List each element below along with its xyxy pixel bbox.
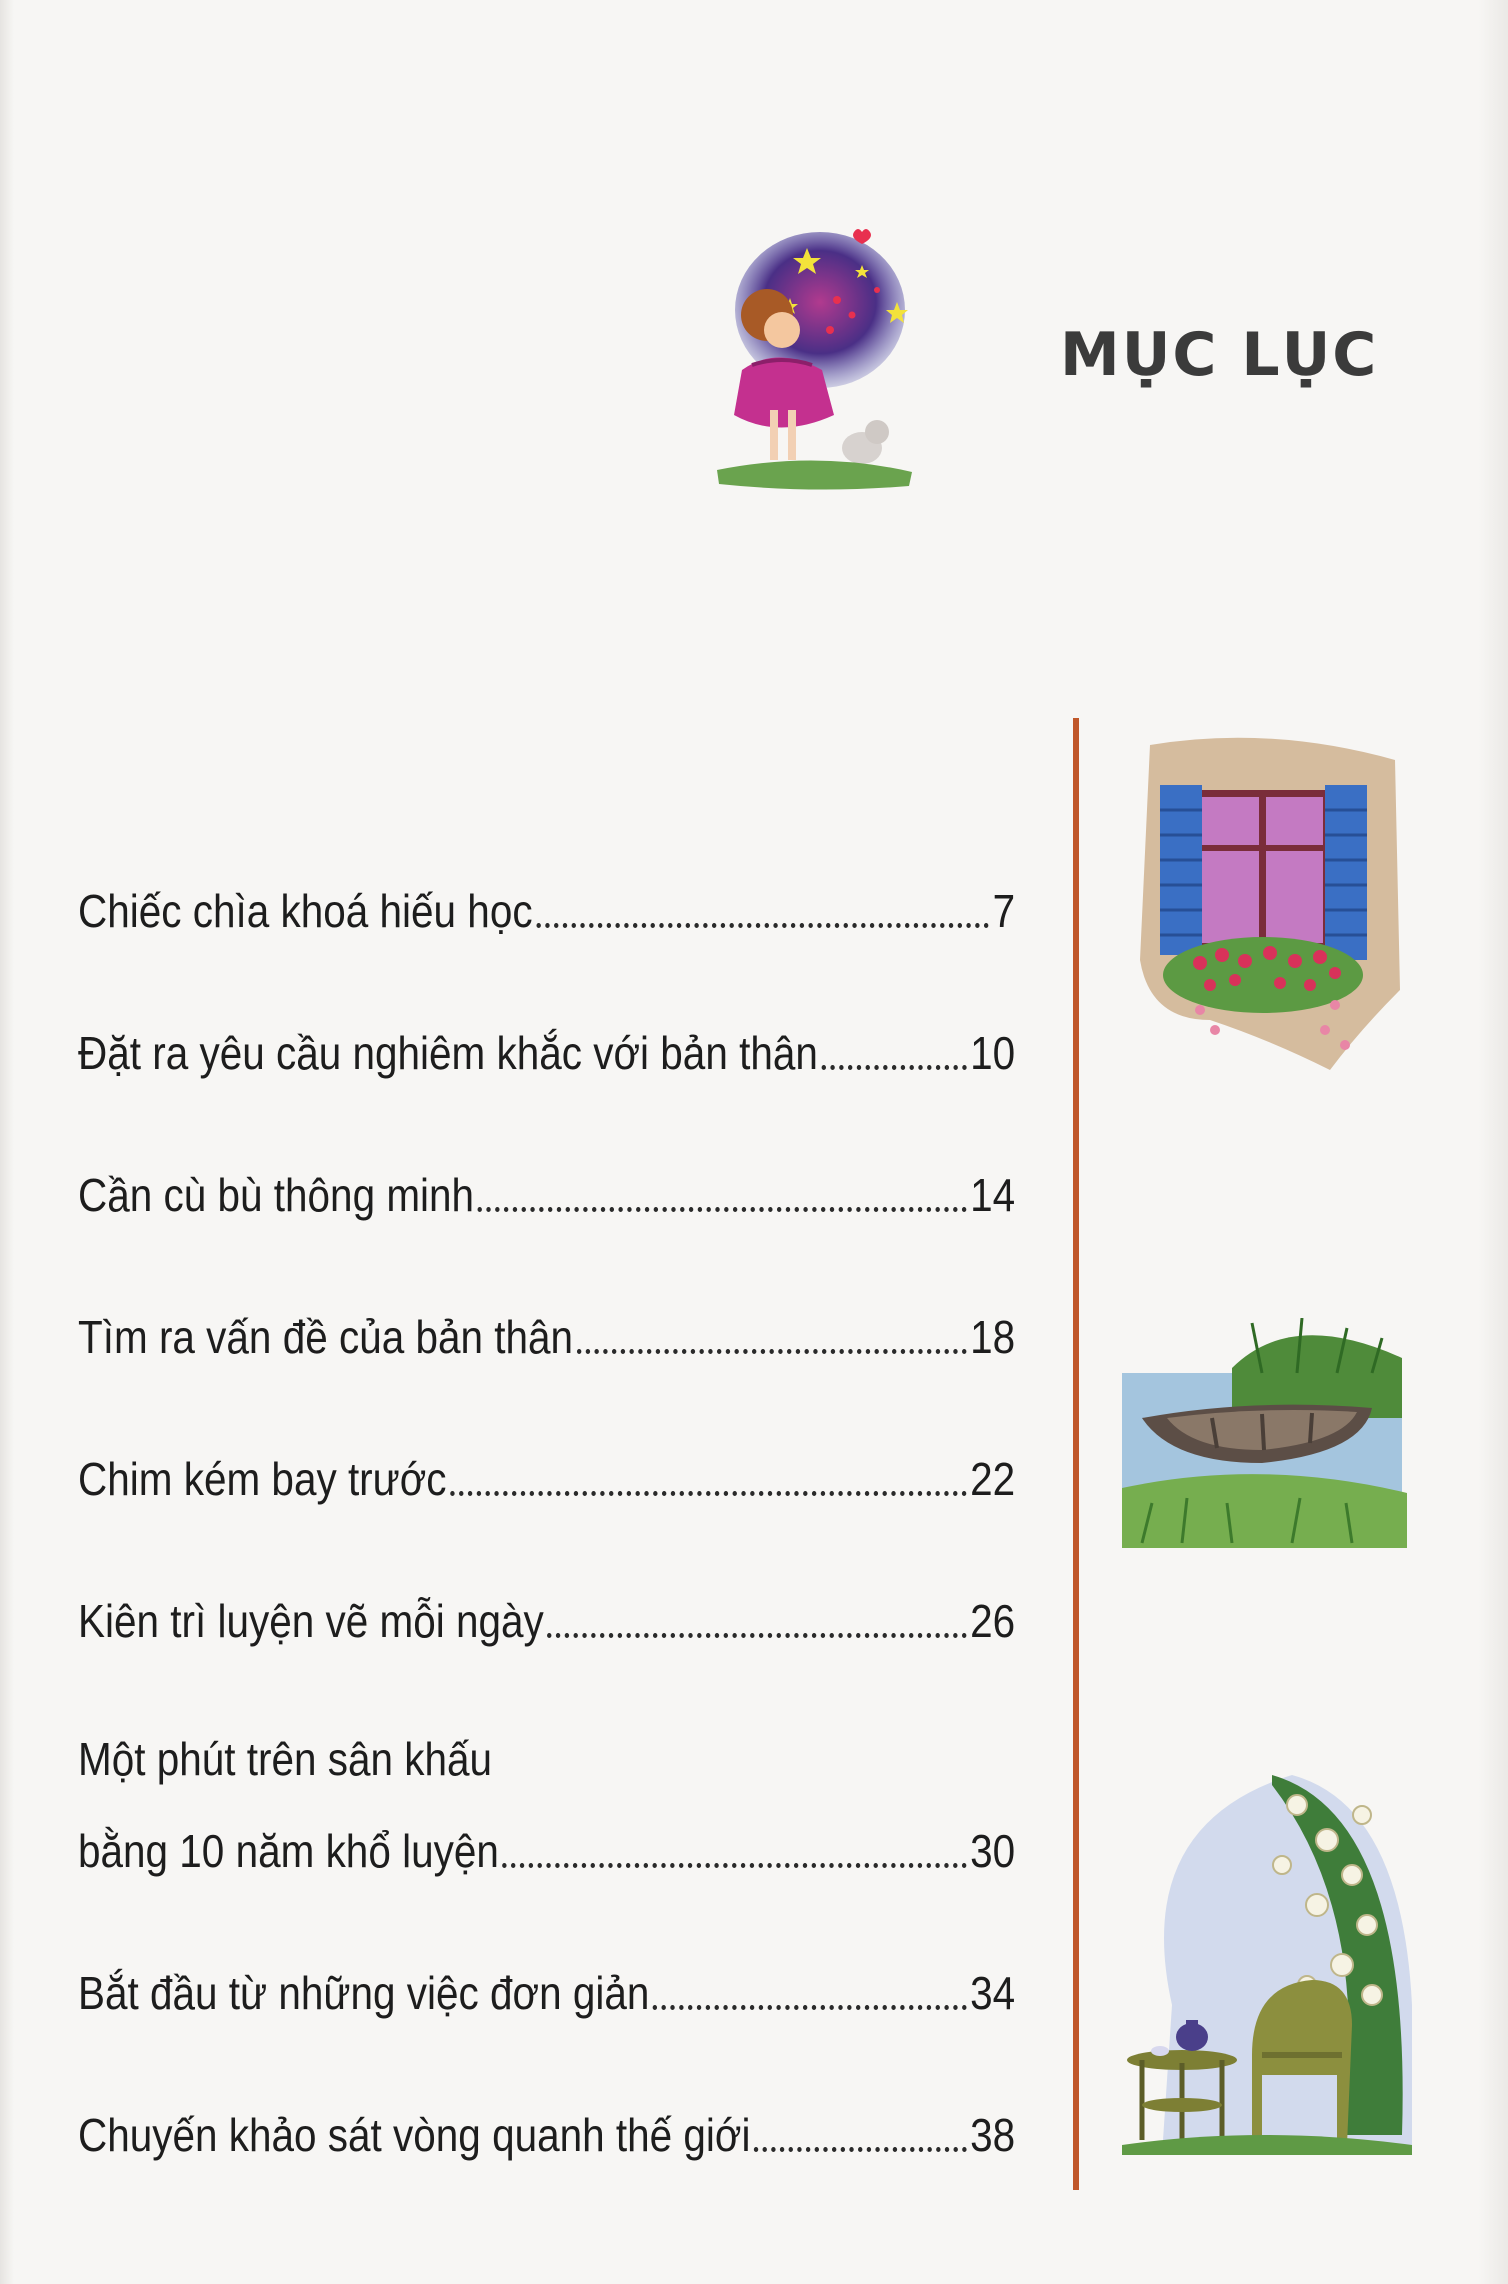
toc-page-number: 14 <box>970 1169 1016 1221</box>
toc-entry-title-line1: Một phút trên sân khấu <box>78 1733 493 1785</box>
toc-entry-title-line2: bằng 10 năm khổ luyện <box>78 1825 499 1877</box>
girl-with-stars-illustration <box>712 220 917 500</box>
toc-page-number: 38 <box>970 2109 1016 2161</box>
toc-page-number: 34 <box>970 1967 1016 2019</box>
flower-window-illustration <box>1130 735 1400 1075</box>
toc-entry-title: Bắt đầu từ những việc đơn giản <box>78 1967 650 2019</box>
dot-leader <box>547 1633 966 1638</box>
toc-page-number: 30 <box>970 1825 1016 1877</box>
toc-entry[interactable] <box>78 1530 1015 1672</box>
toc-entry[interactable] <box>78 1672 1015 1902</box>
page-title: MỤC LỤC <box>1060 320 1379 390</box>
toc-entry[interactable] <box>78 1104 1015 1246</box>
toc-entry[interactable] <box>78 820 1015 962</box>
toc-entry[interactable] <box>78 1388 1015 1530</box>
toc-page-number: 10 <box>970 1027 1016 1079</box>
dot-leader <box>821 1065 966 1070</box>
dot-leader <box>653 2005 967 2010</box>
dot-leader <box>450 1491 967 1496</box>
toc-entry-title: Chuyến khảo sát vòng quanh thế giới <box>78 2109 751 2161</box>
toc-page-number: 22 <box>970 1453 1016 1505</box>
dot-leader <box>577 1349 967 1354</box>
page-edge-shadow <box>0 0 14 2284</box>
toc-page-number: 7 <box>992 885 1016 937</box>
dot-leader <box>478 1207 967 1212</box>
garden-chair-illustration <box>1122 1755 1412 2155</box>
toc-entry-title: Chim kém bay trước <box>78 1453 447 1505</box>
page-edge-shadow <box>1478 0 1508 2284</box>
dot-leader <box>536 923 989 928</box>
dot-leader <box>754 2147 967 2152</box>
toc-entry-title: Kiên trì luyện vẽ mỗi ngày <box>78 1595 544 1647</box>
toc-entry-title: Đặt ra yêu cầu nghiêm khắc với bản thân <box>78 1027 818 1079</box>
rowboat-illustration <box>1122 1318 1407 1548</box>
toc-entry-title: Chiếc chìa khoá hiếu học <box>78 885 533 937</box>
toc-entry[interactable] <box>78 962 1015 1104</box>
toc-entry[interactable] <box>78 1246 1015 1388</box>
toc-page-number: 26 <box>970 1595 1016 1647</box>
table-of-contents <box>78 820 1018 2186</box>
dot-leader <box>502 1863 966 1868</box>
vertical-divider <box>1073 718 1079 2190</box>
toc-entry[interactable] <box>78 1902 1015 2044</box>
toc-entry-title: Cần cù bù thông minh <box>78 1169 475 1221</box>
toc-entry[interactable] <box>78 2044 1015 2186</box>
toc-page-number: 18 <box>970 1311 1016 1363</box>
toc-entry-title: Tìm ra vấn đề của bản thân <box>78 1311 574 1363</box>
